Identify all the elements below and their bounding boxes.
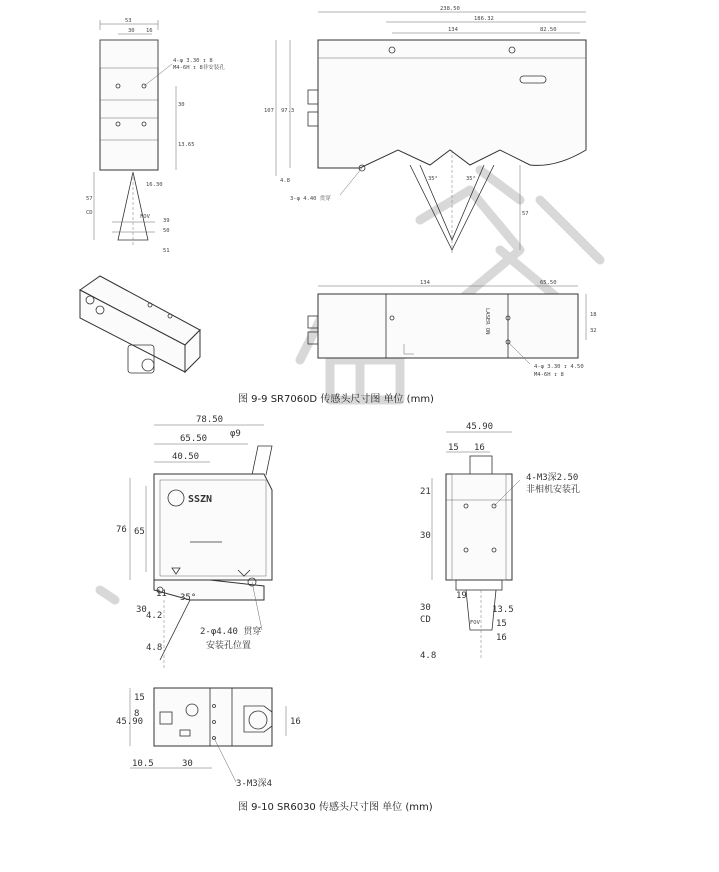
fig1-side-h-b: 4.8 <box>280 178 290 184</box>
fig2-front-w-c: 11 <box>156 589 167 599</box>
fig2-front-h-c: 4.2 <box>146 611 163 621</box>
fig2-front-hole-note2: 安装孔位置 <box>206 641 252 651</box>
fig2-top-w-b: 30 <box>182 759 193 769</box>
fig2-front-w-total: 78.50 <box>196 415 224 425</box>
fig2-front-view <box>116 415 272 668</box>
fig2-side-h-c: 30 <box>420 603 431 613</box>
fig2-side-h-b: 30 <box>420 531 431 541</box>
fig1-front-view <box>86 18 225 254</box>
fig2-front-dia: φ9 <box>230 429 241 439</box>
fig2-caption: 图 9-10 SR6030 传感头尺寸图 单位 (mm) <box>238 802 433 813</box>
fig1-side-len-total: 238.50 <box>440 6 460 12</box>
fig2-front-h-total: 76 <box>116 525 127 535</box>
fig2-top-h-total: 45.90 <box>116 717 144 727</box>
fig1-front-h4: CD <box>86 210 93 216</box>
fig2-front-h-a: 65 <box>134 527 145 537</box>
fig2-top-w-a: 10.5 <box>132 759 154 769</box>
fig2-front-w-a: 65.50 <box>180 434 208 444</box>
fig2-side-hole-note: 4-M3深2.50 <box>526 473 579 483</box>
fig2-side-w-b: 16 <box>474 443 485 453</box>
fig2-front-h-d: 4.8 <box>146 643 163 653</box>
fig2-front-angle: 35° <box>180 593 197 603</box>
fig2-side-hole-note2: 非相机安装孔 <box>526 485 581 495</box>
fig1-front-hole-note2: M4-6H ↧ 8非安装孔 <box>173 65 225 71</box>
fig2-side-w-d: 13.5 <box>492 605 514 615</box>
fig2-front-h-b: 30 <box>136 605 147 615</box>
fig1-front-h5: 16.30 <box>146 182 163 188</box>
fig2-top-h-b: 8 <box>134 709 140 719</box>
fig2-side-w-e: 15 <box>496 619 507 629</box>
fig1-front-h6: FOV <box>140 214 150 220</box>
fig2-side-w-a: 15 <box>448 443 459 453</box>
fig1-bottom-h-a: 18 <box>590 312 597 318</box>
fig1-side-hole-note: 3-φ 4.40 贯穿 <box>290 196 331 202</box>
fig1-bottom-label: LASER ON <box>484 308 490 335</box>
fig1-front-w-a: 30 <box>128 28 135 34</box>
fig1-side-h-a: 97.3 <box>281 108 295 114</box>
fig2-top-h-c: 16 <box>290 717 301 727</box>
fig2-side-h-e: 4.8 <box>420 651 437 661</box>
fig2-front-hole-note: 2-φ4.40 贯穿 <box>200 627 262 637</box>
fig2-side-h-d: CD <box>420 615 431 625</box>
fig1-side-h-total: 107 <box>264 108 274 114</box>
fig1-front-h7: 39 <box>163 218 170 224</box>
fig1-front-w-b: 16 <box>146 28 153 34</box>
fig1-bottom-len-a: 134 <box>420 280 430 286</box>
fig1-bottom-hole-note2: M4-6H ↧ 8 <box>534 372 564 378</box>
fig1-side-len-c: 82.50 <box>540 27 557 33</box>
fig1-front-hole-note: 4-φ 3.30 ↧ 8 <box>173 58 213 64</box>
fig1-side-len-b: 134 <box>448 27 458 33</box>
fig1-front-h1: 30 <box>178 102 185 108</box>
fig1-side-angle-l: 35° <box>428 176 438 182</box>
fig1-iso-view <box>80 276 200 373</box>
fig2-top-view <box>116 688 301 789</box>
fig1-front-h3: 57 <box>86 196 93 202</box>
fig1-bottom-h-b: 32 <box>590 328 597 334</box>
fig2-side-h-a: 21 <box>420 487 431 497</box>
fig1-bottom-hole-note: 4-φ 3.30 ↧ 4.50 <box>534 364 584 370</box>
fig1-front-h2: 13.65 <box>178 142 195 148</box>
fig2-front-logo: SSZN <box>188 494 213 505</box>
fig1-side-len-a: 186.32 <box>474 16 494 22</box>
fig1-side-h-c: 57 <box>522 211 529 217</box>
fig2-top-h-a: 15 <box>134 693 145 703</box>
fig2-top-hole-note: 3-M3深4 <box>236 779 273 789</box>
fig2-side-view <box>420 422 580 661</box>
fig1-bottom-len-b: 65.50 <box>540 280 557 286</box>
fig2-side-w-c: 19 <box>456 591 467 601</box>
fig2-side-w-total: 45.90 <box>466 422 494 432</box>
fig2-side-w-f: 16 <box>496 633 507 643</box>
fig2-side-fov: FOV <box>470 620 480 626</box>
fig1-front-h9: 51 <box>163 248 170 254</box>
fig1-front-h8: 50 <box>163 228 170 234</box>
fig1-side-angle-r: 35° <box>466 176 476 182</box>
fig1-front-w-total: 53 <box>125 18 132 24</box>
fig2-front-w-b: 40.50 <box>172 452 200 462</box>
fig1-caption: 图 9-9 SR7060D 传感头尺寸图 单位 (mm) <box>238 394 434 405</box>
